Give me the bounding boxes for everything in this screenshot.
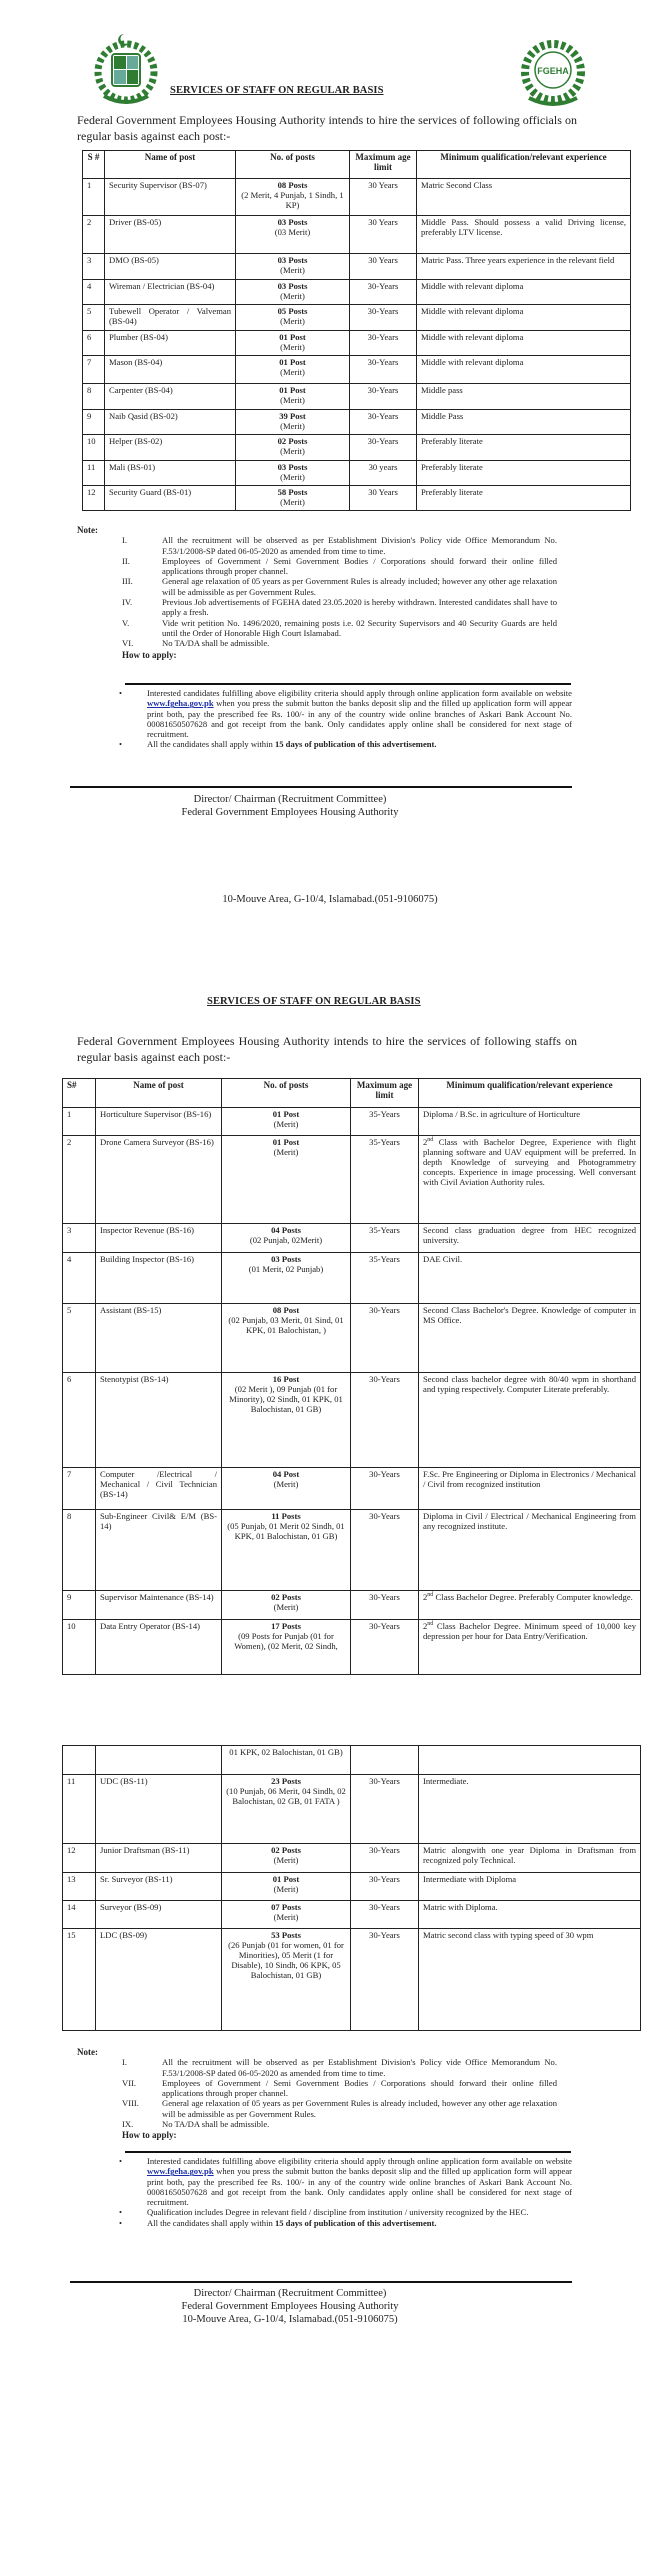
page2-apply-bullets <box>117 2156 572 2228</box>
fgeha-logo <box>513 36 593 108</box>
age-limit: 30-Years <box>351 1373 419 1468</box>
age-limit: 35-Years <box>351 1108 419 1136</box>
post-name: Carpenter (BS-04) <box>105 384 236 410</box>
note-label: Note: <box>77 525 98 535</box>
post-quota-detail: (02 Punjab, 02Merit) <box>249 1235 323 1245</box>
qualification: Middle pass <box>417 384 631 410</box>
header-posts: No. of posts <box>222 1079 351 1108</box>
age-limit: 30-Years <box>350 331 417 356</box>
age-limit: 30 Years <box>350 216 417 254</box>
note-number: I. <box>122 2057 128 2068</box>
serial-number: 12 <box>63 1844 96 1873</box>
post-quota-detail: (Merit) <box>280 367 305 377</box>
post-name <box>96 1746 222 1775</box>
qualification: 2nd Class Bachelor Degree. Preferably Computer knowledge. <box>419 1591 641 1620</box>
post-quota-detail: (02 Punjab, 03 Merit, 01 Sind, 01 KPK, 01 Balochistan, ) <box>228 1315 344 1335</box>
header-age: Maximum age limit <box>350 151 417 179</box>
note-number: IX. <box>122 2119 134 2130</box>
age-limit: 30-Years <box>350 435 417 461</box>
note-text: Previous Job advertisements of FGEHA dated 23.05.2020 is hereby withdrawn. Interested candidates shall have to apply a fresh. <box>162 597 557 618</box>
post-quota-detail: (Merit) <box>280 291 305 301</box>
website-link[interactable]: www.fgeha.gov.pk <box>147 698 214 709</box>
serial-number: 14 <box>63 1901 96 1929</box>
note-text: No TA/DA shall be admissible. <box>162 638 270 649</box>
posts-cell <box>222 1873 351 1901</box>
serial-number: 5 <box>83 305 105 331</box>
post-quota-detail: (Merit) <box>280 421 305 431</box>
posts-cell <box>236 216 350 254</box>
note-item <box>122 597 557 618</box>
age-limit: 35-Years <box>351 1224 419 1253</box>
serial-number: 3 <box>83 254 105 280</box>
posts-cell <box>236 280 350 305</box>
serial-number: 1 <box>63 1108 96 1136</box>
header-sn: S# <box>63 1079 96 1108</box>
apply-instructions: • Interested candidates fulfilling above eligibility criteria should apply through online application form available on website www.fgeha.gov.pk when you press the submit button the banks deposit slip and the filled up application form will appear print both, pay the prescribed fee Rs. 100/- in any of the country wide online branches of Askari Bank Account No. 00081650507628 and got receipt from the bank. Only candidates apply online shall be considered for next stage of recruitment. <box>117 2156 572 2207</box>
table-row <box>63 1224 641 1253</box>
posts-cell <box>236 331 350 356</box>
post-count: 01 Post <box>279 332 306 342</box>
serial-number: 4 <box>63 1253 96 1304</box>
header-qualification: Minimum qualification/relevant experience <box>419 1079 641 1108</box>
serial-number: 2 <box>63 1136 96 1224</box>
table-row <box>63 1844 641 1873</box>
serial-number: 15 <box>63 1929 96 2031</box>
age-limit: 30-Years <box>350 280 417 305</box>
age-limit: 30-Years <box>351 1304 419 1373</box>
table-row <box>83 280 631 305</box>
table-row <box>83 305 631 331</box>
note-item <box>122 2119 557 2129</box>
post-count: 04 Post <box>272 1469 300 1479</box>
post-quota-detail: (02 Merit ), 09 Punjab (01 for Minority), 02 Sindh, 01 KPK, 01 Balochistan, 01 GB) <box>229 1384 343 1414</box>
posts-cell <box>222 1108 351 1136</box>
age-limit: 30-Years <box>351 1468 419 1510</box>
qualification: Diploma / B.Sc. in agriculture of Horticulture <box>419 1108 641 1136</box>
qualification: 2nd Class Bachelor Degree. Minimum speed of 10,000 key depression per hour for Data Entry/Verification. <box>419 1620 641 1675</box>
posts-cell <box>222 1746 351 1775</box>
table-row <box>83 331 631 356</box>
note-number: IV. <box>122 597 133 608</box>
note-item <box>122 2078 557 2099</box>
note-text: General age relaxation of 05 years as per Government Rules is already included, however any other age relaxation will be admissible as per Government Rules. <box>162 2098 557 2119</box>
post-quota-detail: (Merit) <box>273 1855 299 1865</box>
note-text: General age relaxation of 05 years as per Government Rules is already included; however any other age relaxation will be admissible as per Government Rules. <box>162 576 557 597</box>
header-name: Name of post <box>96 1079 222 1108</box>
page1-notes <box>77 525 577 660</box>
serial-number: 9 <box>83 410 105 435</box>
qualification: Intermediate with Diploma <box>419 1873 641 1901</box>
post-count: 01 Post <box>272 1109 300 1119</box>
note-number: V. <box>122 617 130 628</box>
post-quota-detail: (01 Merit, 02 Punjab) <box>248 1264 324 1274</box>
table-row <box>83 254 631 280</box>
post-count: 03 Posts <box>277 217 308 227</box>
qualification: Middle with relevant diploma <box>417 280 631 305</box>
serial-number: 10 <box>63 1620 96 1675</box>
serial-number: 7 <box>83 356 105 384</box>
note-label: Note: <box>77 2047 98 2057</box>
qualification: Middle with relevant diploma <box>417 331 631 356</box>
serial-number: 4 <box>83 280 105 305</box>
table-row <box>83 410 631 435</box>
posts-cell <box>236 356 350 384</box>
serial-number: 13 <box>63 1873 96 1901</box>
post-count: 08 Posts <box>277 180 308 190</box>
header-qualification: Minimum qualification/relevant experience <box>417 151 631 179</box>
post-name: Junior Draftsman (BS-11) <box>96 1844 222 1873</box>
post-name: Supervisor Maintenance (BS-14) <box>96 1591 222 1620</box>
serial-number: 8 <box>83 384 105 410</box>
post-count: 02 Posts <box>277 436 308 446</box>
age-limit: 30-Years <box>350 384 417 410</box>
table-row <box>83 461 631 486</box>
post-name: DMO (BS-05) <box>105 254 236 280</box>
post-quota-detail: (Merit) <box>280 472 305 482</box>
table-row <box>63 1373 641 1468</box>
posts-cell <box>222 1929 351 2031</box>
serial-number: 8 <box>63 1510 96 1591</box>
note-item <box>122 535 557 556</box>
page1-signature: Director/ Chairman (Recruitment Committee) Federal Government Employees Housing Authority <box>181 794 399 818</box>
age-limit: 30 Years <box>350 486 417 511</box>
post-quota-detail: (Merit) <box>280 342 305 352</box>
posts-cell <box>222 1224 351 1253</box>
post-count: 11 Posts <box>271 1511 301 1521</box>
table-row <box>83 356 631 384</box>
post-name: Inspector Revenue (BS-16) <box>96 1224 222 1253</box>
post-name: Data Entry Operator (BS-14) <box>96 1620 222 1675</box>
post-count: 58 Posts <box>277 487 308 497</box>
post-quota-detail: (05 Punjab, 01 Merit 02 Sindh, 01 KPK, 01 Balochistan, 01 GB) <box>227 1521 345 1541</box>
note-text: No TA/DA shall be admissible. <box>162 2119 270 2130</box>
post-name: Surveyor (BS-09) <box>96 1901 222 1929</box>
post-quota-detail: (Merit) <box>273 1884 299 1894</box>
note-number: VII. <box>122 2077 137 2088</box>
post-count: 05 Posts <box>277 306 308 316</box>
post-name: Assistant (BS-15) <box>96 1304 222 1373</box>
serial-number: 6 <box>83 331 105 356</box>
table-row <box>63 1136 641 1224</box>
note-number: VI. <box>122 638 134 649</box>
page1-posts-table <box>82 150 631 511</box>
age-limit: 30-Years <box>350 305 417 331</box>
age-limit: 30-Years <box>351 1510 419 1591</box>
table-row <box>83 384 631 410</box>
age-limit: 30-Years <box>351 1775 419 1844</box>
post-count: 04 Posts <box>271 1225 301 1235</box>
divider <box>70 786 572 788</box>
post-quota-detail: (Merit) <box>273 1602 299 1612</box>
post-quota-detail: (Merit) <box>273 1119 299 1129</box>
posts-cell <box>236 254 350 280</box>
post-count: 01 Post <box>272 1137 300 1147</box>
post-count: 03 Posts <box>277 281 308 291</box>
posts-cell <box>222 1510 351 1591</box>
post-count: 53 Posts <box>271 1930 301 1940</box>
post-name: Building Inspector (BS-16) <box>96 1253 222 1304</box>
page2-notes <box>77 2047 577 2141</box>
age-limit: 30-Years <box>351 1844 419 1873</box>
post-name: Plumber (BS-04) <box>105 331 236 356</box>
deadline-note: • All the candidates shall apply within 15 days of publication of this advertisement. <box>117 2218 572 2228</box>
serial-number: 2 <box>83 216 105 254</box>
post-quota-detail: (Merit) <box>280 265 305 275</box>
posts-cell <box>222 1304 351 1373</box>
apply-instructions: • Interested candidates fulfilling above eligibility criteria should apply through online application form available on website www.fgeha.gov.pk when you press the submit button the banks deposit slip and the filled up application form will appear print both, pay the prescribed fee Rs. 100/- in any of the country wide online branches of Askari Bank Account No. 00081650507628 and got receipt from the bank. Only candidates apply online shall be considered for next stage of recruitment. <box>117 688 572 739</box>
post-name: Sr. Surveyor (BS-11) <box>96 1873 222 1901</box>
post-name: Horticulture Supervisor (BS-16) <box>96 1108 222 1136</box>
page2-signature: Director/ Chairman (Recruitment Committee) Federal Government Employees Housing Authority 10-Mouve Area, G-10/4, Islamabad.(051-9106075) <box>181 2288 399 2325</box>
note-text: All the recruitment will be observed as per Establishment Division's Policy vide Office Memorandum No. F.53/1/2008-SP dated 06-05-2020 as amended from time to time. <box>162 535 557 556</box>
post-count: 08 Post <box>272 1305 300 1315</box>
age-limit <box>351 1746 419 1775</box>
post-quota-detail: (26 Punjab (01 for women, 01 for Minorities), 05 Merit (1 for Disable), 10 Sindh, 06 KPK, 05 Balochistan, 01 GB) <box>228 1940 344 1980</box>
table-row <box>63 1510 641 1591</box>
divider <box>70 2281 572 2283</box>
post-name: Sub-Engineer Civil& E/M (BS-14) <box>96 1510 222 1591</box>
note-item <box>122 556 557 577</box>
qualification: Middle Pass. Should possess a valid Driving license, preferably LTV license. <box>417 216 631 254</box>
note-number: II. <box>122 555 130 566</box>
table-row <box>63 1929 641 2031</box>
table-row <box>83 435 631 461</box>
page2-posts-table-continued <box>62 1745 641 2031</box>
qualification: Matric Pass. Three years experience in the relevant field <box>417 254 631 280</box>
post-name: Security Supervisor (BS-07) <box>105 179 236 216</box>
post-name: Helper (BS-02) <box>105 435 236 461</box>
post-quota-detail: (10 Punjab, 06 Merit, 04 Sindh, 02 Balochistan, 02 GB, 01 FATA ) <box>226 1786 346 1806</box>
note-item <box>122 2098 557 2119</box>
post-count: 07 Posts <box>271 1902 301 1912</box>
table-row <box>83 486 631 511</box>
posts-cell <box>222 1136 351 1224</box>
table-header-row <box>83 151 631 179</box>
post-count: 03 Posts <box>277 255 308 265</box>
post-quota-detail: 01 KPK, 02 Balochistan, 01 GB) <box>229 1747 343 1757</box>
note-item <box>122 638 557 648</box>
table-row <box>63 1873 641 1901</box>
posts-cell <box>236 435 350 461</box>
post-name: Driver (BS-05) <box>105 216 236 254</box>
post-name: Wireman / Electrician (BS-04) <box>105 280 236 305</box>
note-number: I. <box>122 535 128 546</box>
post-count: 39 Post <box>279 411 306 421</box>
posts-cell <box>236 384 350 410</box>
serial-number: 11 <box>83 461 105 486</box>
table-row <box>63 1901 641 1929</box>
serial-number: 1 <box>83 179 105 216</box>
serial-number: 3 <box>63 1224 96 1253</box>
post-quota-detail: (Merit) <box>273 1147 299 1157</box>
page2-title: SERVICES OF STAFF ON REGULAR BASIS <box>207 996 421 1007</box>
post-count: 23 Posts <box>271 1776 301 1786</box>
posts-cell <box>222 1253 351 1304</box>
how-to-apply-heading: How to apply: <box>122 649 177 660</box>
serial-number: 5 <box>63 1304 96 1373</box>
post-name: Mali (BS-01) <box>105 461 236 486</box>
qualification: Matric second class with typing speed of 30 wpm <box>419 1929 641 2031</box>
post-count: 17 Posts <box>271 1621 301 1631</box>
age-limit: 30-Years <box>351 1591 419 1620</box>
page2-intro: Federal Government Employees Housing Authority intends to hire the services of following staffs on regular basis against each post:- <box>77 1034 577 1064</box>
note-item <box>122 618 557 639</box>
header-age: Maximum age limit <box>351 1079 419 1108</box>
age-limit: 30-Years <box>351 1901 419 1929</box>
header-posts: No. of posts <box>236 151 350 179</box>
serial-number <box>63 1746 96 1775</box>
deadline-note: • All the candidates shall apply within 15 days of publication of this advertisement. <box>117 739 572 749</box>
serial-number: 9 <box>63 1591 96 1620</box>
qualification: Middle Pass <box>417 410 631 435</box>
post-name: Naib Qasid (BS-02) <box>105 410 236 435</box>
page2-posts-table <box>62 1078 641 1675</box>
post-count: 02 Posts <box>271 1592 301 1602</box>
post-count: 16 Post <box>272 1374 300 1384</box>
posts-cell <box>222 1844 351 1873</box>
posts-cell <box>222 1901 351 1929</box>
table-row <box>63 1775 641 1844</box>
qualification <box>419 1746 641 1775</box>
table-row <box>83 216 631 254</box>
post-quota-detail: (2 Merit, 4 Punjab, 1 Sindh, 1 KP) <box>241 190 344 210</box>
post-quota-detail: (Merit) <box>280 316 305 326</box>
note-text: Employees of Government / Semi Government Bodies / Corporations should forward their online filled applications through proper channel. <box>162 555 557 577</box>
posts-cell <box>236 179 350 216</box>
post-quota-detail: (Merit) <box>280 446 305 456</box>
qualification: Middle with relevant diploma <box>417 305 631 331</box>
divider <box>125 683 571 685</box>
post-name: LDC (BS-09) <box>96 1929 222 2031</box>
age-limit: 30-Years <box>351 1620 419 1675</box>
post-quota-detail: (09 Posts for Punjab (01 for Women), (02 Merit, 02 Sindh, <box>234 1631 338 1651</box>
table-row <box>63 1253 641 1304</box>
header-sn: S # <box>83 151 105 179</box>
qualification: Second class bachelor degree with 80/40 wpm in shorthand and typing respectively. Computer Literate preferably. <box>419 1373 641 1468</box>
qualification: Matric alongwith one year Diploma in Draftsman from recognized poly Technical. <box>419 1844 641 1873</box>
post-quota-detail: (Merit) <box>273 1912 299 1922</box>
age-limit: 30-Years <box>351 1873 419 1901</box>
post-quota-detail: (Merit) <box>280 497 305 507</box>
header-name: Name of post <box>105 151 236 179</box>
post-name: Security Guard (BS-01) <box>105 486 236 511</box>
qualification: Matric Second Class <box>417 179 631 216</box>
posts-cell <box>236 486 350 511</box>
post-count: 02 Posts <box>271 1845 301 1855</box>
post-count: 01 Post <box>279 357 306 367</box>
post-name: UDC (BS-11) <box>96 1775 222 1844</box>
page1-title: SERVICES OF STAFF ON REGULAR BASIS <box>170 85 384 96</box>
posts-cell <box>236 305 350 331</box>
note-number: III. <box>122 576 133 587</box>
qualification: Intermediate. <box>419 1775 641 1844</box>
table-row <box>63 1591 641 1620</box>
qualification: Second class graduation degree from HEC recognized university. <box>419 1224 641 1253</box>
serial-number: 12 <box>83 486 105 511</box>
age-limit: 35-Years <box>351 1253 419 1304</box>
age-limit: 30 Years <box>350 254 417 280</box>
qualification: Middle with relevant diploma <box>417 356 631 384</box>
posts-cell <box>222 1775 351 1844</box>
post-name: Stenotypist (BS-14) <box>96 1373 222 1468</box>
serial-number: 10 <box>83 435 105 461</box>
qualification: Preferably literate <box>417 461 631 486</box>
qualification: 2nd Class with Bachelor Degree, Experience with flight planning software and UAV equipment will be preferred. In depth Knowledge of surveying and Photogrammetry concepts. Experience in image processing. Well conversant with Civil Aviation Authority rules. <box>419 1136 641 1224</box>
note-number: VIII. <box>122 2098 139 2109</box>
age-limit: 30-Years <box>350 356 417 384</box>
table-row <box>63 1468 641 1510</box>
age-limit: 30-Years <box>351 1929 419 2031</box>
svg-text:FGEHA: FGEHA <box>537 66 569 76</box>
serial-number: 7 <box>63 1468 96 1510</box>
table-row <box>63 1620 641 1675</box>
age-limit: 35-Years <box>351 1136 419 1224</box>
posts-cell <box>222 1373 351 1468</box>
qualification: Preferably literate <box>417 486 631 511</box>
post-count: 03 Posts <box>271 1254 301 1264</box>
note-text: Vide writ petition No. 1496/2020, remaining posts i.e. 02 Security Supervisors and 40 Security Guards are held until the Order of Honorable High Court Islamabad. <box>162 617 557 638</box>
post-quota-detail: (Merit) <box>280 395 305 405</box>
note-text: All the recruitment will be observed as per Establishment Division's Policy vide Office Memorandum No. F.53/1/2008-SP dated 06-05-2020 as amended from time to time. <box>162 2057 557 2078</box>
page1-intro: Federal Government Employees Housing Authority intends to hire the services of following officials on regular basis against each post:- <box>77 113 577 143</box>
table-header-row <box>63 1079 641 1108</box>
pakistan-emblem-logo <box>90 30 160 108</box>
qualification: Second Class Bachelor's Degree. Knowledge of computer in MS Office. <box>419 1304 641 1373</box>
post-count: 01 Post <box>279 385 306 395</box>
qualification: Diploma in Civil / Electrical / Mechanical Engineering from any recognized institute. <box>419 1510 641 1591</box>
qualification: Matric with Diploma. <box>419 1901 641 1929</box>
divider <box>125 2151 571 2153</box>
post-count: 01 Post <box>272 1874 300 1884</box>
post-name: Drone Camera Surveyor (BS-16) <box>96 1136 222 1224</box>
page1-apply-bullets <box>117 688 572 750</box>
age-limit: 30-Years <box>350 410 417 435</box>
table-row <box>63 1108 641 1136</box>
serial-number: 11 <box>63 1775 96 1844</box>
qualification: Preferably literate <box>417 435 631 461</box>
serial-number: 6 <box>63 1373 96 1468</box>
note-item <box>122 576 557 597</box>
how-to-apply-heading: How to apply: <box>122 2130 177 2141</box>
page1-address: 10-Mouve Area, G-10/4, Islamabad.(051-9106075) <box>222 894 438 905</box>
post-quota-detail: (Merit) <box>273 1479 299 1489</box>
posts-cell <box>222 1591 351 1620</box>
qualification: F.Sc. Pre Engineering or Diploma in Electronics / Mechanical / Civil from recognized institution <box>419 1468 641 1510</box>
age-limit: 30 Years <box>350 179 417 216</box>
note-text: Employees of Government / Semi Government Bodies / Corporations should forward their online filled applications through proper channel. <box>162 2077 557 2099</box>
note-item <box>122 2057 557 2078</box>
table-row <box>63 1304 641 1373</box>
table-row <box>63 1746 641 1775</box>
table-row <box>83 179 631 216</box>
post-name: Tubewell Operator / Valveman (BS-04) <box>105 305 236 331</box>
qualification-note: • Qualification includes Degree in relevant field / discipline from institution / university recognized by the HEC. <box>117 2207 572 2217</box>
posts-cell <box>222 1468 351 1510</box>
qualification: DAE Civil. <box>419 1253 641 1304</box>
post-name: Computer /Electrical / Mechanical / Civil Technician (BS-14) <box>96 1468 222 1510</box>
post-quota-detail: (03 Merit) <box>274 227 311 237</box>
age-limit: 30 years <box>350 461 417 486</box>
website-link[interactable]: www.fgeha.gov.pk <box>147 2166 214 2177</box>
posts-cell <box>236 410 350 435</box>
post-count: 03 Posts <box>277 462 308 472</box>
posts-cell <box>236 461 350 486</box>
post-name: Mason (BS-04) <box>105 356 236 384</box>
posts-cell <box>222 1620 351 1675</box>
